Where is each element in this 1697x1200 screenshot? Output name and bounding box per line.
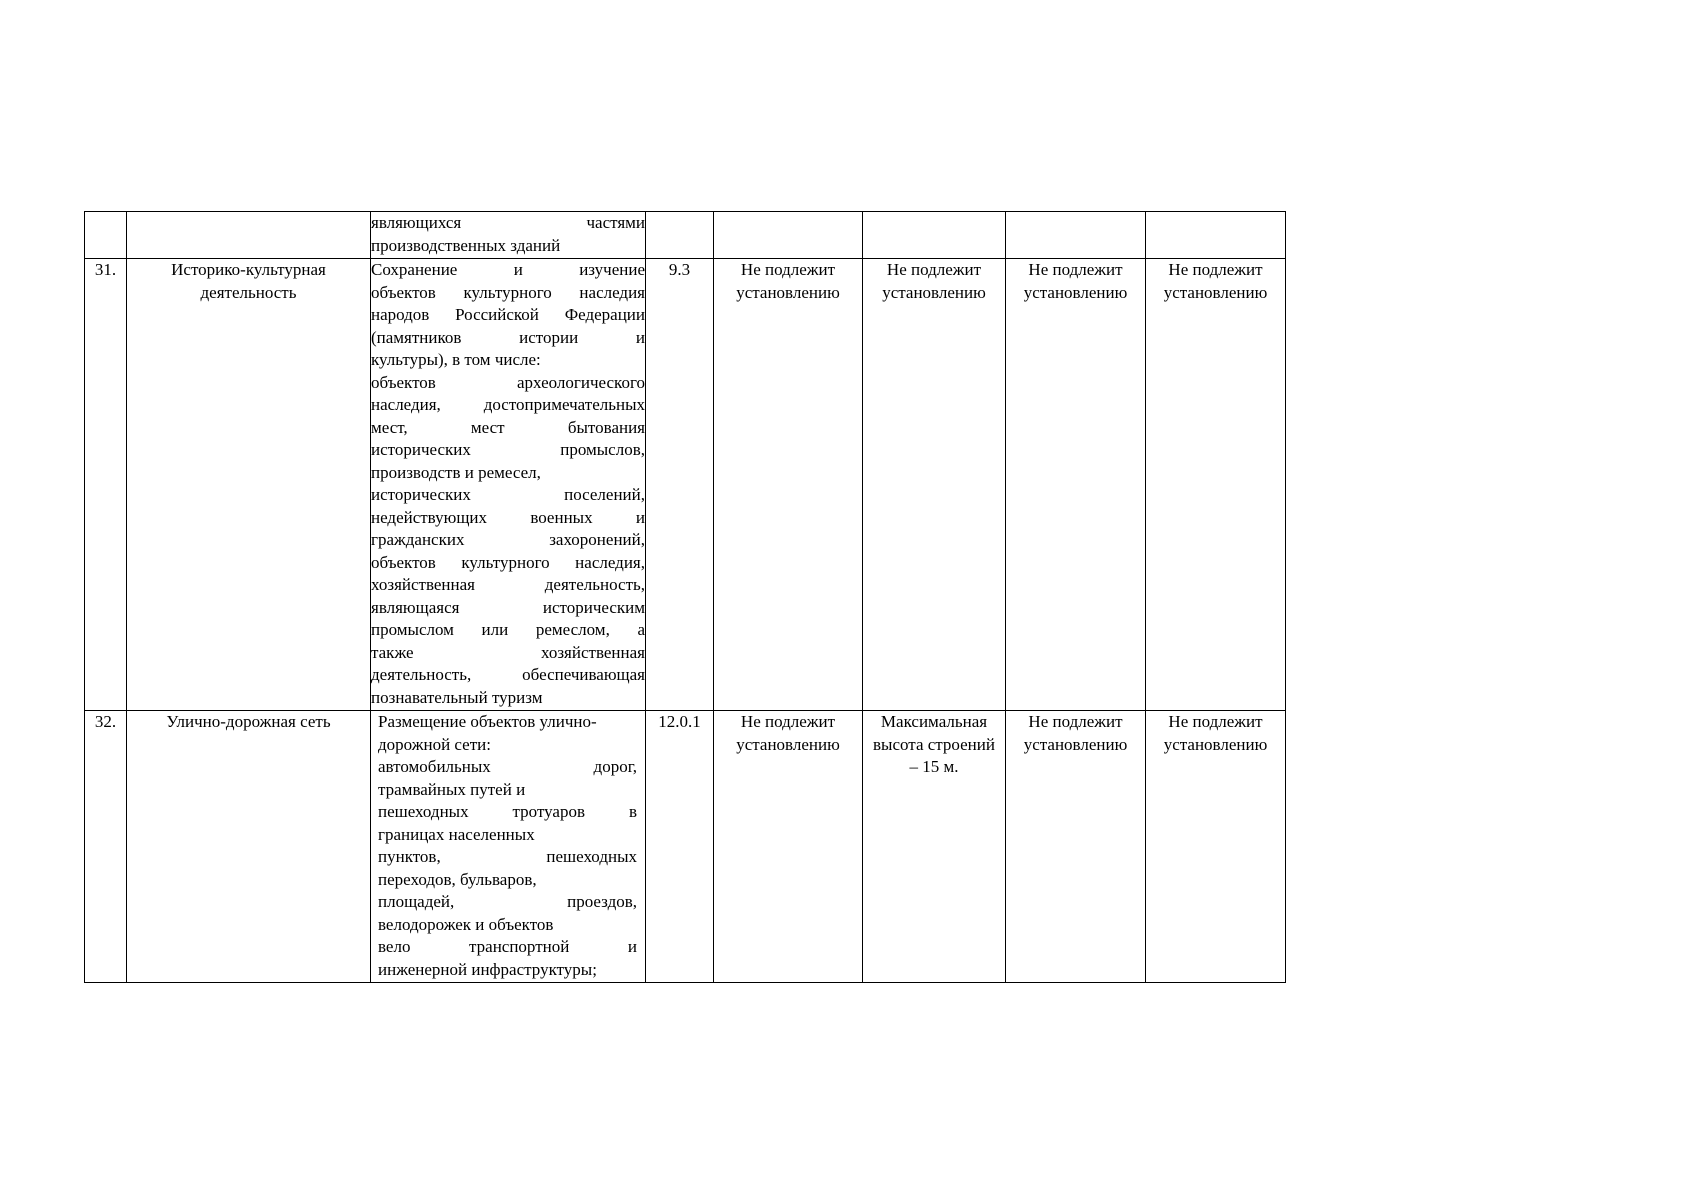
description-line: границах населенных [378, 824, 535, 844]
table-row [85, 259, 1286, 711]
parameter-cell [863, 259, 1006, 711]
description-line: производственных зданий [371, 235, 561, 255]
parameter-line: высота строений [873, 734, 995, 754]
parameter-cell [1006, 711, 1146, 983]
parameter-line: Не подлежит [1028, 712, 1123, 731]
description-line: пешеходных тротуаров в [378, 802, 637, 821]
description-line: Сохранение и изучение [371, 260, 645, 279]
parameter-line: Не подлежит [886, 260, 982, 279]
parameter-cell [714, 711, 863, 983]
activity-name-cell [127, 259, 371, 711]
parameter-cell [714, 212, 863, 259]
parameter-cell [1146, 212, 1286, 259]
parameter-line: установлению [1023, 734, 1128, 754]
description-line: вело транспортной и [378, 937, 637, 956]
parameter-line: Не подлежит [740, 260, 836, 279]
parameter-cell [1146, 711, 1286, 983]
table-row [85, 711, 1286, 983]
activity-name-line: деятельность [200, 282, 297, 302]
parameter-cell [1146, 259, 1286, 711]
activity-description-cell [371, 711, 646, 983]
parameter-cell [1006, 259, 1146, 711]
description-line: являющихся частями [371, 213, 645, 232]
description-line: недействующих военных и [371, 507, 645, 527]
activity-description-cell [371, 259, 646, 711]
description-line: объектов культурного наследия [371, 282, 645, 302]
parameter-line: – 15 м. [909, 757, 959, 776]
description-line: объектов культурного наследия, [371, 552, 645, 572]
activity-code-cell [646, 212, 714, 259]
description-line: исторических промыслов, [371, 440, 645, 459]
parameter-line: установлению [1023, 282, 1128, 302]
description-line: познавательный туризм [371, 687, 543, 707]
parameter-line: Не подлежит [1168, 260, 1263, 279]
parameter-line: установлению [736, 734, 840, 754]
parameter-line: установлению [1163, 734, 1268, 754]
description-line: Размещение объектов улично- [378, 712, 597, 731]
description-line: объектов археологического [371, 372, 645, 392]
description-line: исторических поселений, [371, 485, 645, 504]
description-line: культуры), в том числе: [371, 350, 541, 369]
description-line: трамвайных путей и [378, 779, 526, 799]
activity-name-line: Улично-дорожная сеть [166, 712, 331, 731]
description-line: инженерной инфраструктуры; [378, 959, 597, 979]
description-line: деятельность, обеспечивающая [371, 665, 645, 684]
description-line: хозяйственная деятельность, [371, 575, 645, 594]
description-line: также хозяйственная [371, 642, 645, 662]
description-line: площадей, проездов, [378, 892, 637, 911]
row-number-cell: 31. [85, 259, 127, 711]
description-line: производств и ремесел, [371, 462, 541, 482]
regulations-table [84, 211, 1286, 983]
parameter-line: Не подлежит [1168, 712, 1263, 731]
activity-name-cell [127, 711, 371, 983]
row-number-cell [85, 212, 127, 259]
parameter-cell [863, 212, 1006, 259]
parameter-line: Не подлежит [740, 712, 836, 731]
activity-code-cell: 9.3 [646, 259, 714, 711]
description-line: мест, мест бытования [371, 417, 645, 437]
parameter-cell [1006, 212, 1146, 259]
description-line: гражданских захоронений, [371, 530, 645, 549]
parameter-line: Максимальная [880, 712, 988, 731]
parameter-line: установлению [882, 282, 986, 302]
activity-name-line: Историко-культурная [171, 260, 326, 279]
parameter-cell [863, 711, 1006, 983]
description-line: дорожной сети: [378, 734, 491, 754]
description-line: автомобильных дорог, [378, 757, 637, 776]
parameter-line: установлению [736, 282, 840, 302]
description-line: (памятников истории и [371, 327, 645, 347]
description-line: промыслом или ремеслом, а [371, 620, 645, 639]
description-line: велодорожек и объектов [378, 914, 554, 934]
description-line: наследия, достопримечательных [371, 395, 645, 414]
description-line: пунктов, пешеходных [378, 847, 637, 866]
parameter-line: Не подлежит [1028, 260, 1123, 279]
activity-code-cell: 12.0.1 [646, 711, 714, 983]
description-line: народов Российской Федерации [371, 305, 645, 324]
activity-description-cell [371, 212, 646, 259]
table-row [85, 212, 1286, 259]
activity-name-cell [127, 212, 371, 259]
parameter-cell [714, 259, 863, 711]
row-number-cell: 32. [85, 711, 127, 983]
parameter-line: установлению [1163, 282, 1268, 302]
description-line: являющаяся историческим [371, 597, 645, 617]
description-line: переходов, бульваров, [378, 869, 537, 889]
